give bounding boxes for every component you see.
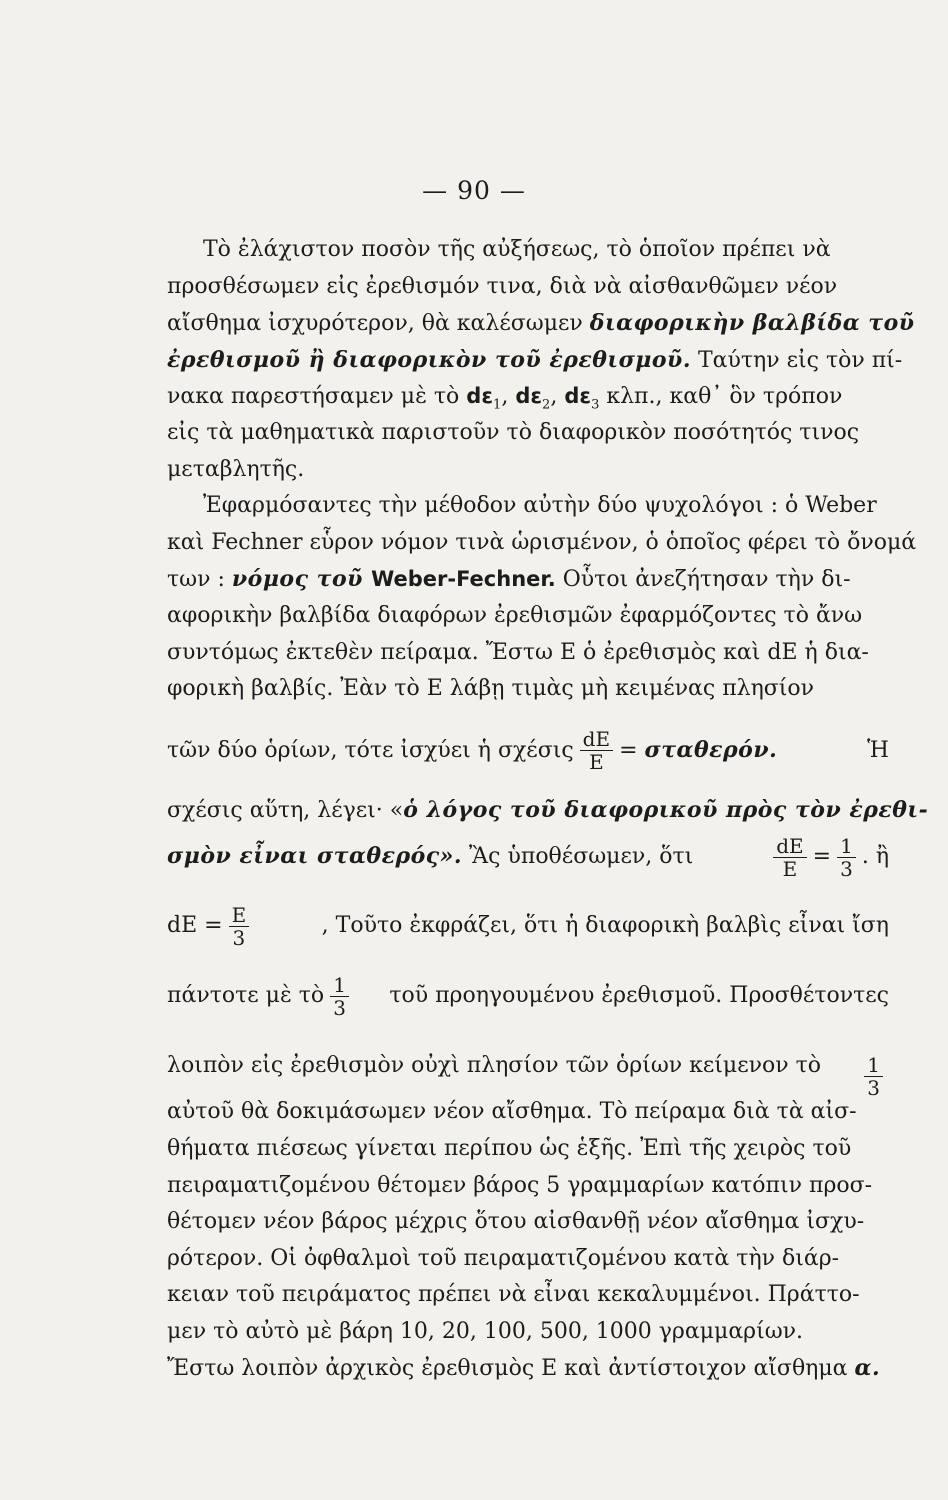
text-line: [167, 452, 889, 489]
line-text: ρότερον. Οἱ ὀφθαλμοὶ τοῦ πειραματιζομένου κατὰ τὴν διάρ-: [167, 1245, 840, 1271]
text-line: [167, 1094, 889, 1131]
emphasis-term: σταθερόν.: [644, 736, 778, 763]
fraction-numerator: E: [229, 905, 250, 927]
line-text: καὶ Fechner εὗρον νόμον τινὰ ὡρισμένον, ὁ ὁποῖος φέρει τὸ ὄνομά: [167, 529, 917, 555]
line-text: . ἢ: [861, 844, 889, 870]
line-text: προσθέσωμεν εἰς ἐρεθισμόν τινα, διὰ νὰ αἰσθανθῶμεν νέον: [167, 273, 838, 299]
line-text: ,: [550, 384, 565, 410]
text-line: [167, 598, 889, 635]
text-line: [167, 828, 889, 884]
emphasis-term: διαφορικὴν βαλβίδα τοῦ: [589, 310, 915, 337]
text-line: [167, 792, 929, 829]
text-line: [167, 1277, 889, 1314]
text-line: [167, 635, 889, 672]
text-line: [167, 722, 889, 778]
symbol: dε: [466, 384, 494, 409]
equals-sign: =: [619, 737, 645, 763]
line-text: μεταβλητῆς.: [167, 456, 305, 482]
fraction-numerator: dE: [580, 729, 613, 751]
symbol: dε: [564, 384, 592, 409]
text-line: [167, 488, 889, 525]
line-text: , Τοῦτο ἐκφράζει, ὅτι ἡ διαφορικὴ βαλβὶς εἶναι ἴση: [321, 913, 889, 939]
subscript: 1: [493, 397, 502, 413]
emphasis-term: ὁ λόγος τοῦ διαφορικοῦ πρὸς τὸν ἐρεθι-: [403, 796, 929, 823]
fraction-denominator: 3: [232, 925, 246, 950]
fraction: [837, 833, 856, 881]
line-text: σχέσις αὕτη, λέγει· «: [167, 797, 404, 823]
line-text: των :: [167, 567, 232, 593]
text-line: [167, 1131, 889, 1168]
subscript: 3: [591, 397, 600, 413]
line-text: πειραματιζομένου θέτομεν βάρος 5 γραμμαρίων κατόπιν προσ-: [167, 1172, 873, 1198]
line-text: Ἡ: [867, 737, 889, 763]
line-text: Οὗτοι ἀνεζήτησαν τὴν δι-: [555, 567, 851, 593]
line-text: φορικὴ βαλβίς. Ἐὰν τὸ Ε λάβῃ τιμὰς μὴ κειμένας πλησίον: [167, 676, 815, 702]
line-text: πάντοτε μὲ τὸ: [167, 983, 325, 1009]
fraction-numerator: 1: [837, 836, 856, 858]
fraction: [229, 902, 250, 950]
symbol: dε: [515, 384, 543, 409]
body-text: [167, 232, 929, 1387]
line-text: μεν τὸ αὐτὸ μὲ βάρη 10, 20, 100, 500, 1000 γραμμαρίων.: [167, 1318, 804, 1344]
line-text: Ταύτην εἰς τὸν πί-: [690, 347, 903, 373]
text-line: [167, 269, 889, 306]
text-line: [167, 1038, 889, 1101]
text-line: [167, 561, 889, 598]
text-line: [167, 378, 889, 415]
text-line: [167, 1350, 889, 1387]
text-line: [167, 968, 889, 1024]
fraction: [330, 972, 349, 1020]
emphasis-term: σμὸν εἶναι σταθερός».: [167, 843, 463, 870]
page-number: — 90 —: [422, 176, 526, 205]
text-line: [167, 1241, 889, 1278]
text-line: [167, 415, 889, 452]
fraction: [864, 1053, 883, 1101]
text-line: [167, 305, 915, 342]
text-line: [167, 525, 917, 562]
emphasis-term: νόμος τοῦ: [231, 566, 372, 593]
line-text: αὐτοῦ θὰ δοκιμάσωμεν νέον αἴσθημα. Τὸ πείραμα διὰ τὰ αἰσ-: [167, 1099, 857, 1125]
emphasis-term: ἐρεθισμοῦ ἢ διαφορικὸν τοῦ ἐρεθισμοῦ.: [167, 346, 691, 373]
line-text: dE =: [167, 913, 223, 939]
line-text: αφορικὴν βαλβίδα διαφόρων ἐρεθισμῶν ἐφαρμόζοντες τὸ ἄνω: [167, 602, 863, 628]
fraction-denominator: 3: [867, 1076, 880, 1101]
line-text: Ἔστω λοιπὸν ἀρχικὸς ἐρεθισμὸς Ε καὶ ἀντίστοιχον αἴσθημα: [167, 1356, 855, 1382]
line-text: Τὸ ἐλάχιστον ποσὸν τῆς αὐξήσεως, τὸ ὁποῖον πρέπει νὰ: [203, 237, 831, 262]
emphasis-name: Weber-Fechner.: [371, 567, 556, 592]
line-text: Ἐφαρμόσαντες τὴν μέθοδον αὐτὴν δύο ψυχολόγοι : ὁ Weber: [203, 493, 877, 519]
fraction-denominator: 3: [840, 856, 853, 881]
fraction-numerator: 1: [330, 975, 349, 997]
fraction: [773, 833, 806, 881]
fraction-numerator: dE: [773, 836, 806, 858]
line-text: τῶν δύο ὁρίων, τότε ἰσχύει ἡ σχέσις: [167, 737, 574, 763]
line-text: κειαν τοῦ πειράματος πρέπει νὰ εἶναι κεκαλυμμένοι. Πράττο-: [167, 1282, 860, 1308]
fraction-denominator: E: [589, 750, 604, 775]
emphasis-term: α.: [854, 1355, 881, 1382]
text-line: [167, 342, 903, 379]
text-line: [167, 1168, 889, 1205]
fraction-denominator: 3: [333, 995, 346, 1020]
text-line: [167, 232, 889, 269]
line-text: εἰς τὰ μαθηματικὰ παριστοῦν τὸ διαφορικὸν ποσότητός τινος: [167, 419, 860, 445]
line-text: κλπ., καθ᾽ ὃν τρόπον: [599, 384, 843, 410]
line-text: ,: [501, 384, 516, 410]
fraction: [580, 727, 613, 775]
fraction-denominator: E: [782, 856, 798, 881]
line-text: αἴσθημα ἰσχυρότερον, θὰ καλέσωμεν: [167, 311, 590, 337]
line-text: θέτομεν νέον βάρος μέχρις ὅτου αἰσθανθῇ νέον αἴσθημα ἰσχυ-: [167, 1209, 865, 1235]
text-line: [167, 671, 889, 708]
text-line: [167, 1204, 889, 1241]
text-line: [167, 898, 889, 954]
equals-sign: =: [812, 844, 832, 870]
text-line: [167, 1314, 889, 1351]
line-text: τοῦ προηγουμένου ἐρεθισμοῦ. Προσθέτοντες: [389, 983, 889, 1009]
line-text: Ἂς ὑποθέσωμεν, ὅτι: [462, 844, 694, 870]
line-text: νακα παρεστήσαμεν μὲ τὸ: [167, 384, 467, 410]
subscript: 2: [542, 397, 551, 413]
line-text: θήματα πιέσεως γίνεται περίπου ὡς ἑξῆς. Ἐπὶ τῆς χειρὸς τοῦ: [167, 1135, 852, 1161]
line-text: συντόμως ἐκτεθὲν πείραμα. Ἔστω Ε ὁ ἐρεθισμὸς καὶ dE ἡ δια-: [167, 639, 869, 665]
line-text: λοιπὸν εἰς ἐρεθισμὸν οὐχὶ πλησίον τῶν ὁρίων κείμενον τὸ: [167, 1053, 822, 1079]
fraction-numerator: 1: [864, 1055, 883, 1077]
